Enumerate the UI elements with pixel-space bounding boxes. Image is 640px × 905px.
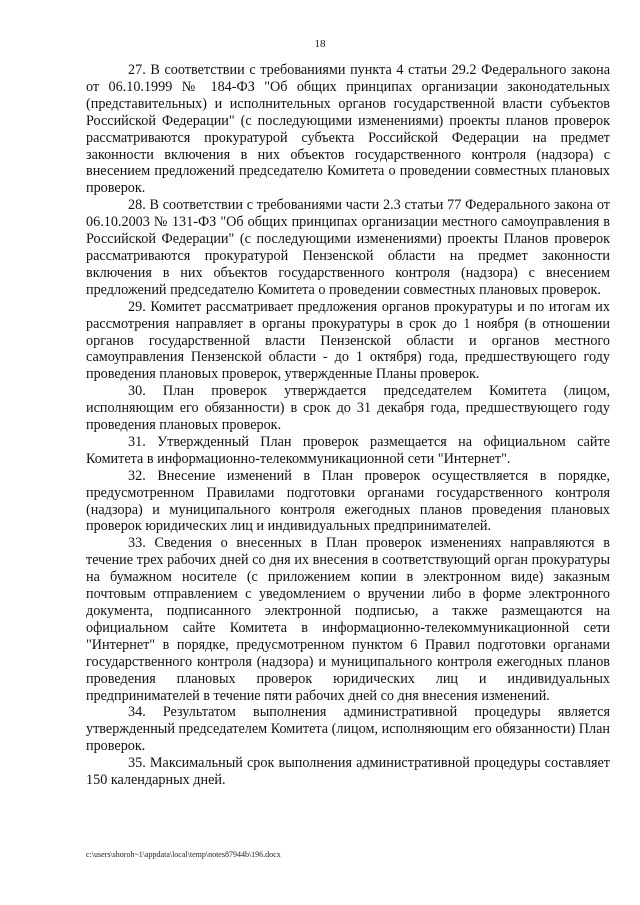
paragraph-34: 34. Результатом выполнения административной процедуры является утвержденный председателем Комитета (лицом, исполняющим его обязанности) План проверок. bbox=[86, 704, 610, 755]
paragraph-30: 30. План проверок утверждается председателем Комитета (лицом, исполняющим его обязанности) в срок до 31 декабря года, предшествующего году проведения плановых проверок. bbox=[86, 383, 610, 434]
footer-file-path: c:\users\shoroh~1\appdata\local\temp\notes87944b\196.docx bbox=[86, 850, 281, 859]
paragraph-35: 35. Максимальный срок выполнения административной процедуры составляет 150 календарных дней. bbox=[86, 755, 610, 789]
paragraph-28: 28. В соответствии с требованиями части 2.3 статьи 77 Федерального закона от 06.10.2003 № 131-ФЗ "Об общих принципах организации местного самоуправления в Российской Федерации" (с последующими изменениями) проекты Планов проверок рассматриваются прокуратурой Пензенской области на предмет законности включения в них объектов государственного контроля (надзора) с внесением предложений председателю Комитета о проведении совместных плановых проверок. bbox=[86, 197, 610, 298]
page-number: 18 bbox=[314, 38, 326, 50]
document-body bbox=[86, 62, 610, 789]
paragraph-33: 33. Сведения о внесенных в План проверок изменениях направляются в течение трех рабочих дней со дня их внесения в соответствующий орган прокуратуры на бумажном носителе (с приложением копии в электронном виде) заказным почтовым отправлением с уведомлением о вручении либо в форме электронного документа, подписанного электронной подписью, а также размещаются на официальном сайте Комитета в информационно-телекоммуникационной сети "Интернет" в порядке, предусмотренном пунктом 6 Правил подготовки органами государственного контроля (надзора) и муниципального контроля ежегодных планов проведения плановых проверок юридических лиц и индивидуальных предпринимателей в течение пяти рабочих дней со дня внесения изменений. bbox=[86, 535, 610, 704]
paragraph-27: 27. В соответствии с требованиями пункта 4 статьи 29.2 Федерального закона от 06.10.1999 № 184-ФЗ "Об общих принципах организации законодательных (представительных) и исполнительных органов государственной власти субъектов Российской Федерации" (с последующими изменениями) проекты планов проверок рассматриваются прокуратурой субъекта Российской Федерации на предмет законности включения в них объектов государственного контроля (надзора) с внесением предложений председателю Комитета о проведении совместных плановых проверок. bbox=[86, 62, 610, 197]
paragraph-32: 32. Внесение изменений в План проверок осуществляется в порядке, предусмотренном Правилами подготовки органами государственного контроля (надзора) и муниципального контроля ежегодных планов проведения плановых проверок юридических лиц и индивидуальных предпринимателей. bbox=[86, 467, 610, 535]
paragraph-29: 29. Комитет рассматривает предложения органов прокуратуры и по итогам их рассмотрения направляет в органы прокуратуры в срок до 1 ноября (в отношении органов государственной власти Пензенской области и органов местного самоуправления Пензенской области - до 1 октября) года, предшествующего году проведения плановых проверок, утвержденные Планы проверок. bbox=[86, 298, 610, 383]
paragraph-31: 31. Утвержденный План проверок размещается на официальном сайте Комитета в информационно-телекоммуникационной сети "Интернет". bbox=[86, 433, 610, 467]
